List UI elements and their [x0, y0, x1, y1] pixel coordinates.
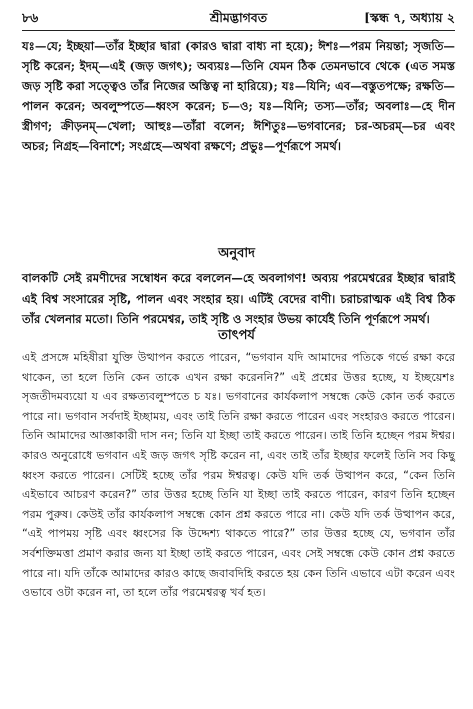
page-header [22, 10, 455, 32]
header-rule [22, 30, 455, 31]
page-number: ৮৬ [22, 10, 39, 25]
purport-paragraph: এই প্রসঙ্গে মহিষীরা যুক্তি উত্থাপন করতে পারেন, “ভগবান যদি আমাদের পতিকে গর্ভে রক্ষা করে থাকেন, তা হলে তিনি কেন তাকে এখন রক্ষা করেননি?” এই প্রশ্নের উত্তর হচ্ছে, য ইচ্ছয়েশঃ সৃজতীদমব্যয়ো য এব রক্ষত্যবলুম্পতে চ যঃ। ভগবানের কার্যকলাপ সম্বন্ধে কেউ কোন তর্ক করতে পারে না। ভগবান সর্বদাই ইচ্ছাময়, এবং তাই তিনি রক্ষা করতে পারেন এবং সংহারও করতে পারেন। তিনি আমাদের আজ্ঞাকারী দাস নন; তিনি যা ইচ্ছা তাই করতে পারেন। তাই তিনি হচ্ছেন পরম ঈশ্বর। কারও অনুরোধে ভগবান এই জড় জগৎ সৃষ্টি করেন না, এবং তাই তাঁর ইচ্ছার ফলেই তিনি সব কিছু ধ্বংস করতে পারেন। সেটিই হচ্ছে তাঁর পরম ঈশ্বরত্ব। কেউ যদি তর্ক উত্থাপন করে, “কেন তিনি এইভাবে আচরণ করেন?” তার উত্তর হচ্ছে তিনি যা ইচ্ছা তাই করতে পারেন, কারণ তিনি হচ্ছেন পরম পুরুষ। কেউই তাঁর কার্যকলাপ সম্বন্ধে কোন প্রশ্ন করতে পারে না। কেউ যদি তর্ক উত্থাপন করে, “এই পাপময় সৃষ্টি এবং ধ্বংসের কি উদ্দেশ্য থাকতে পারে?” তার উত্তর হচ্ছে যে, ভগবান তাঁর সর্বশক্তিমত্তা প্রমাণ করার জন্য যা ইচ্ছা তাই করতে পারেন, এবং সেই সম্বন্ধে কেউ কোন প্রশ্ন করতে পারে না। যদি তাঁকে আমাদের কারও কাছে জবাবদিহি করতে হয় কেন তিনি এভাবে এটা করেন এবং ওভাবে ওটা করেন না, তা হলে তাঁর পরমেশ্বরত্ব খর্ব হত। [22, 351, 455, 600]
translation-paragraph: বালকটি সেই রমণীদের সম্বোধন করে বললেন—হে অবলাগণ! অব্যয় পরমেশ্বরের ইচ্ছার দ্বারাই এই বিশ্ব সংসারের সৃষ্টি, পালন এবং সংহার হয়। এটিই বেদের বাণী। চরাচরাত্মক এই বিশ্ব ঠিক তাঁর খেলনার মতো। তিনি পরমেশ্বর, তাই সৃষ্টি ও সংহার উভয় কার্যেই তিনি পূর্ণরূপে সমর্থ। [22, 271, 455, 326]
book-title: শ্রীমদ্ভাগবত [209, 10, 268, 25]
chapter-reference: [স্কন্ধ ৭, অধ্যায় ২ [364, 10, 455, 25]
purport-heading: তাৎপর্য [218, 328, 255, 343]
translation-heading: অনুবাদ [218, 246, 255, 261]
synonyms-paragraph: যঃ—যে; ইচ্ছয়া—তাঁর ইচ্ছার দ্বারা (কারও দ্বারা বাধ্য না হয়ে); ঈশঃ—পরম নিয়ন্তা; সৃজতি—সৃষ্টি করেন; ইদম্—এই (জড় জগৎ); অব্যয়ঃ—তিনি যেমন ঠিক তেমনভাবে থেকে (এত সমস্ত জড় সৃষ্টি করা সত্ত্বেও তাঁর নিজের অস্তিত্ব না হারিয়ে); যঃ—যিনি; এব—বস্তুতপক্ষে; রক্ষতি—পালন করেন; অবলুম্পতে—ধ্বংস করেন; চ—ও; যঃ—যিনি; তস্য—তাঁর; অবলাঃ—হে দীন স্ত্রীগণ; ক্রীড়নম্—খেলা; আহুঃ—তাঁরা বলেন; ঈশিতুঃ—ভগবানের; চর-অচরম্—চর এবং অচর; নিগ্রহ—বিনাশে; সংগ্রহে—অথবা রক্ষণে; প্রভুঃ—পূর্ণরূপে সমর্থ। [22, 39, 455, 153]
